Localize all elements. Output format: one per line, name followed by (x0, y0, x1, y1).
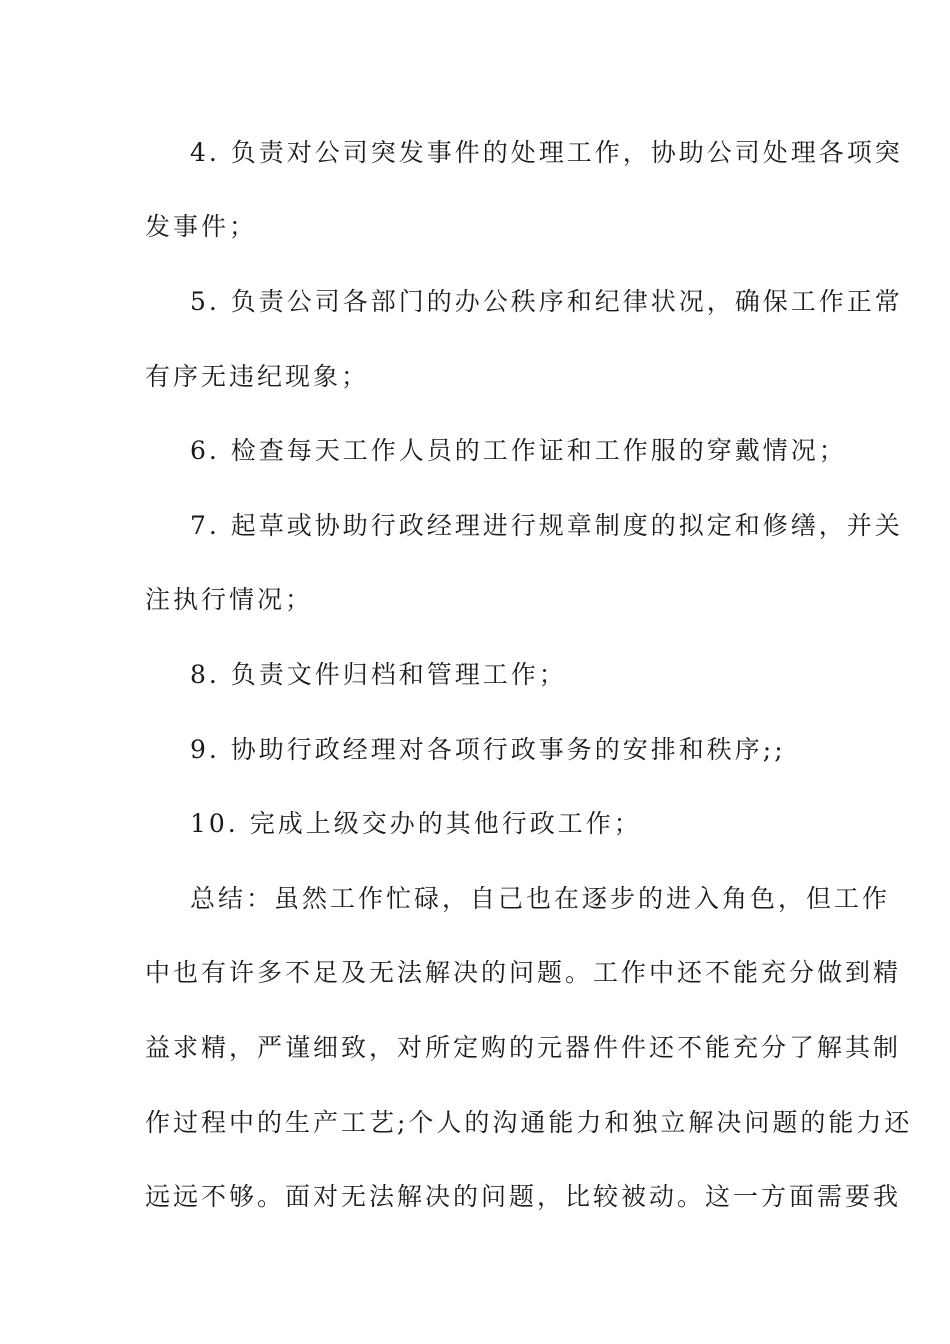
list-item-6: 6. 检查每天工作人员的工作证和工作服的穿戴情况； (190, 436, 847, 465)
summary-paragraph-line: 总结：虽然工作忙碌，自己也在逐步的进入角色，但工作 (190, 884, 891, 913)
summary-paragraph-line: 作过程中的生产工艺;个人的沟通能力和独立解决问题的能力还 (145, 1108, 913, 1137)
list-item-8: 8. 负责文件归档和管理工作； (190, 660, 567, 689)
list-item-7-continuation: 注执行情况； (145, 585, 314, 614)
summary-paragraph-line: 益求精，严谨细致，对所定购的元器件件还不能充分了解其制 (145, 1033, 902, 1062)
list-item-10: 10. 完成上级交办的其他行政工作； (190, 809, 642, 838)
summary-paragraph-line: 远远不够。面对无法解决的问题，比较被动。这一方面需要我 (145, 1182, 902, 1211)
summary-paragraph-line: 中也有许多不足及无法解决的问题。工作中还不能充分做到精 (145, 958, 902, 987)
list-item-4: 4. 负责对公司突发事件的处理工作，协助公司处理各项突 (190, 138, 903, 167)
list-item-5-continuation: 有序无违纪现象； (145, 362, 370, 391)
list-item-4-continuation: 发事件； (145, 212, 258, 241)
list-item-7: 7. 起草或协助行政经理进行规章制度的拟定和修缮，并关 (190, 511, 903, 540)
list-item-9: 9. 协助行政经理对各项行政事务的安排和秩序;; (190, 735, 786, 764)
list-item-5: 5. 负责公司各部门的办公秩序和纪律状况，确保工作正常 (190, 287, 903, 316)
